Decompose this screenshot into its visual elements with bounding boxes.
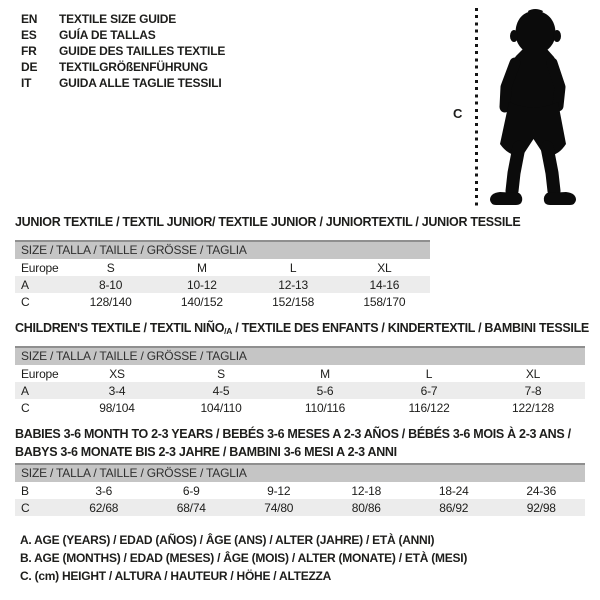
- babies-section-title: [15, 426, 571, 461]
- children-title-subscript: /A: [224, 326, 233, 336]
- table-cell: 8-10: [65, 276, 156, 293]
- size-header-bar: SIZE / TALLA / TAILLE / GRÖSSE / TAGLIA: [15, 347, 585, 365]
- table-cell: 158/170: [363, 294, 406, 309]
- table-cell: 86/92: [410, 499, 498, 516]
- table-cell: 68/74: [148, 499, 236, 516]
- row-label: A: [15, 382, 65, 399]
- language-title: GUIDE DES TAILLES TEXTILE: [59, 43, 226, 58]
- table-cell: 104/110: [200, 400, 242, 415]
- children-size-table: [15, 346, 585, 416]
- table-cell: S: [217, 366, 225, 381]
- table-cell: M: [320, 366, 330, 381]
- children-section-title: [15, 320, 589, 341]
- table-cell: 110/116: [304, 400, 346, 415]
- height-dotted-line: [475, 8, 478, 208]
- language-row-en: [21, 12, 225, 28]
- language-title: TEXTILE SIZE GUIDE: [59, 12, 177, 26]
- table-cell: XL: [377, 260, 392, 275]
- junior-section-title: JUNIOR TEXTILE / TEXTIL JUNIOR/ TEXTILE JUNIOR / JUNIORTEXTIL / JUNIOR TESSILE: [15, 215, 521, 229]
- table-cell: 122/128: [512, 400, 554, 415]
- table-row-europe: [15, 365, 585, 382]
- table-cell: 62/68: [60, 499, 148, 516]
- baby-ear-right: [553, 30, 561, 42]
- table-cell: 12-18: [351, 483, 382, 498]
- table-cell: 74/80: [235, 499, 323, 516]
- baby-leg-left: [512, 147, 519, 191]
- toddler-silhouette-image: [483, 6, 583, 208]
- row-label: B: [21, 483, 29, 498]
- table-cell: 152/158: [272, 294, 315, 309]
- table-cell: 6-9: [182, 483, 200, 498]
- row-label: A: [15, 276, 65, 293]
- row-label: Europe: [21, 366, 59, 381]
- row-label: C: [21, 400, 30, 415]
- table-cell: XL: [525, 366, 541, 381]
- baby-foot-left: [490, 192, 522, 205]
- table-cell: 12-13: [248, 276, 339, 293]
- table-cell: 3-4: [65, 382, 169, 399]
- table-cell: 6-7: [377, 382, 481, 399]
- language-code: EN: [21, 12, 38, 26]
- language-title: GUÍA DE TALLAS: [59, 27, 156, 42]
- row-label: C: [15, 499, 60, 516]
- table-cell: 92/98: [498, 499, 586, 516]
- baby-leg-right: [547, 147, 554, 191]
- table-cell: 24-36: [526, 483, 557, 498]
- table-cell: 98/104: [99, 400, 135, 415]
- table-row-age: [15, 276, 430, 293]
- babies-title-line2: BABYS 3-6 MONATE BIS 2-3 JAHRE / BAMBINI 3-6 MESI A 2-3 ANNI: [15, 444, 397, 459]
- table-cell: L: [425, 366, 433, 381]
- language-code: IT: [21, 75, 32, 90]
- table-cell: 7-8: [481, 382, 585, 399]
- footnote-age-years: A. AGE (YEARS) / EDAD (AÑOS) / ÂGE (ANS) / ALTER (JAHRE) / ETÀ (ANNI): [20, 533, 435, 547]
- language-title: TEXTILGRÖßENFÜHRUNG: [59, 59, 208, 74]
- baby-head: [516, 11, 556, 54]
- language-code: ES: [21, 27, 37, 42]
- table-cell: 10-12: [156, 276, 247, 293]
- table-cell: M: [196, 260, 207, 275]
- height-measure-label: C: [453, 106, 463, 121]
- language-code: FR: [21, 43, 37, 58]
- table-cell: 14-16: [339, 276, 430, 293]
- table-row-europe: [15, 259, 430, 276]
- baby-foot-right: [544, 192, 576, 205]
- table-cell: 80/86: [323, 499, 411, 516]
- language-row-de: [21, 60, 225, 76]
- table-cell: XS: [109, 366, 125, 381]
- table-cell: 116/122: [408, 400, 450, 415]
- footnote-height-cm: C. (cm) HEIGHT / ALTURA / HAUTEUR / HÖHE / ALTEZZA: [20, 569, 332, 583]
- table-row-age: [15, 382, 585, 399]
- table-cell: 3-6: [95, 483, 113, 498]
- table-cell: 9-12: [267, 483, 291, 498]
- junior-size-table: [15, 240, 430, 310]
- language-title: GUIDA ALLE TAGLIE TESSILI: [59, 75, 222, 90]
- table-cell: S: [106, 260, 115, 275]
- language-row-es: [21, 28, 225, 44]
- row-label: C: [21, 294, 30, 309]
- table-row-height: [15, 499, 585, 516]
- row-label: Europe: [21, 260, 59, 275]
- language-row-it: [21, 76, 225, 92]
- language-row-fr: [21, 44, 225, 60]
- size-header-bar: SIZE / TALLA / TAILLE / GRÖSSE / TAGLIA: [15, 241, 430, 259]
- table-row-height: [15, 293, 430, 310]
- table-cell: 18-24: [438, 483, 469, 498]
- footnote-age-months: B. AGE (MONTHS) / EDAD (MESES) / ÂGE (MOIS) / ALTER (MONATE) / ETÀ (MESI): [20, 551, 468, 565]
- table-cell: 4-5: [169, 382, 273, 399]
- children-title-part: / TEXTILE DES ENFANTS / KINDERTEXTIL / BAMBINI TESSILE: [232, 321, 589, 335]
- table-row-age-months: [15, 482, 585, 499]
- language-code: DE: [21, 59, 38, 74]
- size-header-bar: SIZE / TALLA / TAILLE / GRÖSSE / TAGLIA: [15, 464, 585, 482]
- baby-ear-left: [510, 30, 518, 42]
- babies-title-line1: BABIES 3-6 MONTH TO 2-3 YEARS / BEBÉS 3-6 MESES A 2-3 AÑOS / BÉBÉS 3-6 MOIS À 2-3 ANS /: [15, 427, 571, 441]
- children-title-part: CHILDREN'S TEXTILE / TEXTIL NIÑO: [15, 321, 225, 335]
- table-cell: L: [289, 260, 297, 275]
- table-cell: 5-6: [273, 382, 377, 399]
- table-cell: 128/140: [89, 294, 132, 309]
- language-legend: [21, 12, 225, 92]
- baby-shorts: [500, 102, 566, 156]
- table-cell: 140/152: [180, 294, 223, 309]
- table-row-height: [15, 399, 585, 416]
- babies-size-table: [15, 463, 585, 516]
